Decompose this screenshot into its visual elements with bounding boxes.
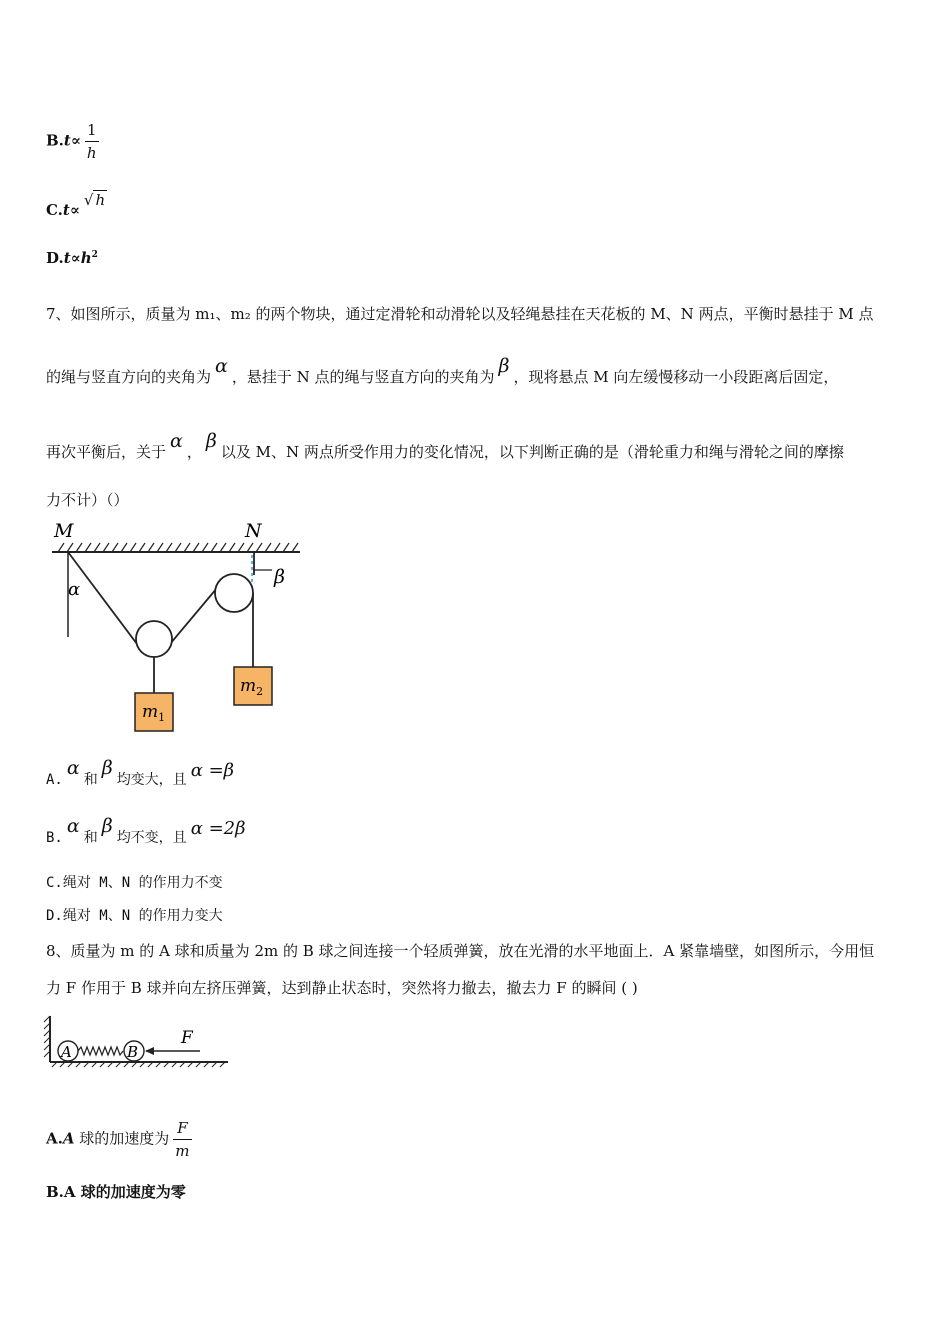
movable-pulley xyxy=(136,621,172,657)
q7-stem-line-3: 再次平衡后，关于 α ， β 以及 M、N 两点所受作用力的变化情况，以下判断正确的是（滑轮重力和绳与滑轮之间的摩擦 xyxy=(46,430,844,461)
label-alpha: α xyxy=(68,579,81,600)
force-label: F xyxy=(181,1028,193,1048)
fixed-pulley xyxy=(215,574,253,612)
q7-stem-line-2: 的绳与竖直方向的夹角为 α ，悬挂于 N 点的绳与竖直方向的夹角为 β ，现将悬点 M 向左缓慢移动一小段距离后固定， xyxy=(46,355,839,386)
spring xyxy=(78,1047,123,1055)
q7-stem-line-1: 7、如图所示，质量为 m₁、m₂ 的两个物块，通过定滑轮和动滑轮以及轻绳悬挂在天花板的 M、N 两点，平衡时悬挂于 M 点 xyxy=(46,305,874,323)
q8-spring-figure xyxy=(40,1012,240,1072)
label-N: N xyxy=(245,520,262,542)
force-arrowhead xyxy=(145,1047,154,1055)
fraction-1-over-h: $\frac{1}{h}$ xyxy=(86,121,97,162)
block-m1-label: $m_1$ xyxy=(142,702,166,724)
q6-option-d: $D.t\propto h^2$ xyxy=(46,249,98,267)
label-beta: β xyxy=(274,566,285,588)
ball-b-label: B xyxy=(127,1043,139,1061)
q7-stem-line-4: 力不计）（） xyxy=(46,491,129,509)
q7-pulley-figure xyxy=(40,515,310,735)
fraction-F-over-m: $\frac{F}{m}$ xyxy=(175,1119,190,1160)
q7-option-c: C.绳对 M、N 的作用力不变 xyxy=(46,875,223,891)
q8-stem-line-2: 力 F 作用于 B 球并向左挤压弹簧，达到静止状态时，突然将力撤去，撤去力 F 的瞬间 ( ) xyxy=(46,979,638,997)
block-m2-label: $m_2$ xyxy=(240,676,264,698)
q8-stem-line-1: 8、质量为 m 的 A 球和质量为 2m 的 B 球之间连接一个轻质弹簧，放在光滑的水平地面上．A 紧靠墙壁，如图所示，今用恒 xyxy=(46,942,875,960)
q6-option-b: B.t∝ $\frac{1}{h}$ xyxy=(46,121,97,162)
ceiling-hatch xyxy=(58,543,298,552)
q8-option-b: B.A 球的加速度为零 xyxy=(46,1183,186,1201)
q7-option-a: A.α和β均变大，且 α =β xyxy=(46,757,235,788)
sqrt-h: √ h xyxy=(83,191,106,209)
rope-pulley-right xyxy=(170,588,217,644)
q6-option-c: C.t∝√ h xyxy=(46,191,106,219)
q7-option-d: D.绳对 M、N 的作用力变大 xyxy=(46,908,223,924)
ball-a-label: A xyxy=(61,1043,72,1061)
q8-option-a: A.A 球的加速度为 $\frac{F}{m}$ xyxy=(46,1119,190,1160)
label-M: M xyxy=(54,520,74,542)
q7-option-b: B.α和β均不变，且 α =2β xyxy=(46,815,246,846)
